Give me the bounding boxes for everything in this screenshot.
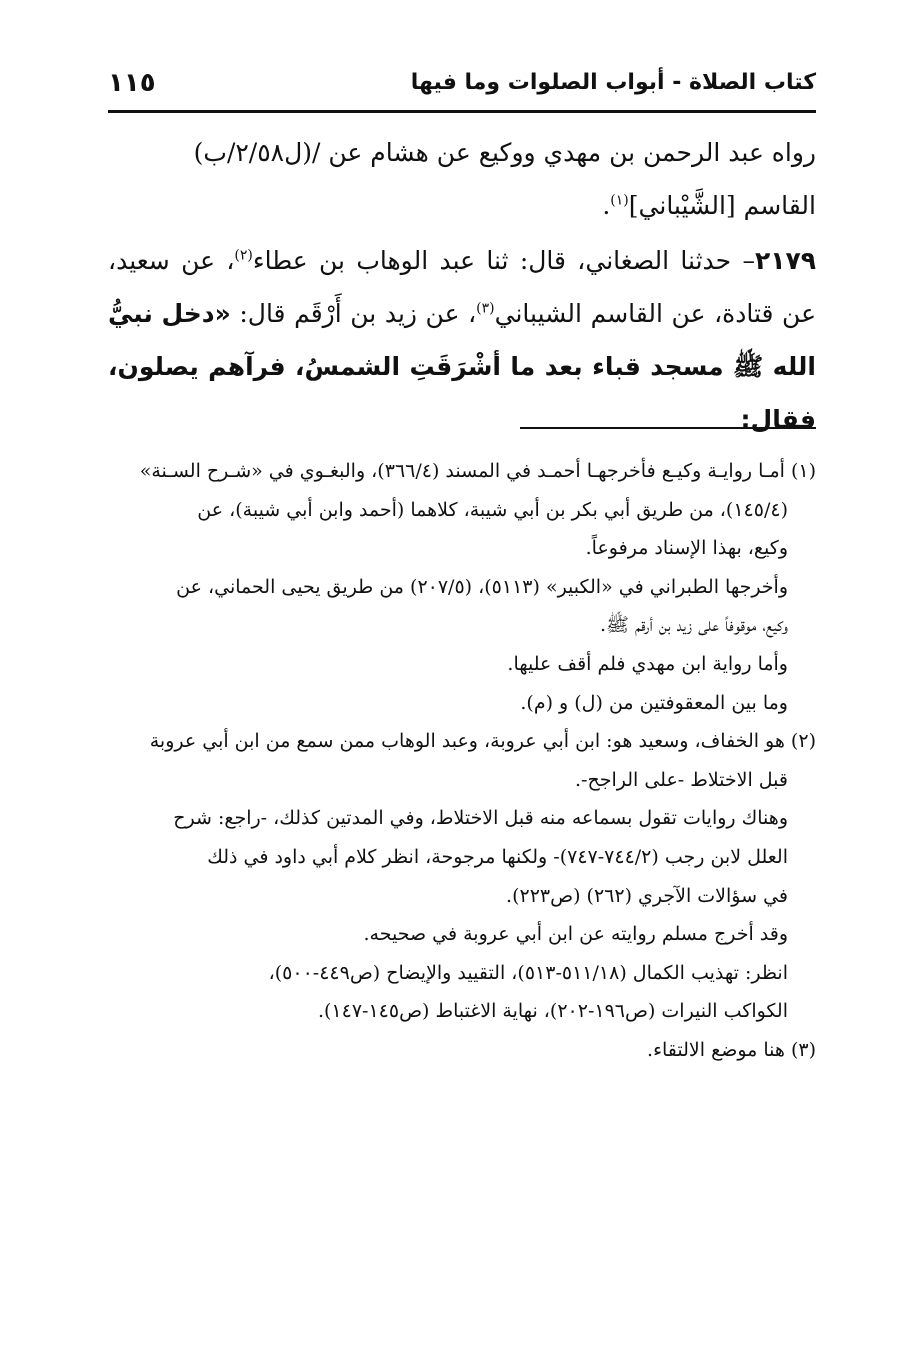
running-title: كتاب الصلاة - أبواب الصلوات وما فيها xyxy=(410,70,816,95)
footnote-line: وما بين المعقوفتين من (ل) و (م). xyxy=(520,691,788,714)
footnote-line: وأما رواية ابن مهدي فلم أقف عليها. xyxy=(507,652,788,675)
footnote-line: وأخرجها الطبراني في «الكبير» (٥١١٣)، (٢٠٧/٥) من طريق يحيى الحماني، عن xyxy=(176,575,788,598)
header-rule xyxy=(108,110,816,113)
footnote-line: وكيع، بهذا الإسناد مرفوعاً. xyxy=(585,537,788,560)
footnote-line: العلل لابن رجب (٧٤٤/٢-٧٤٧)- ولكنها مرجوحة، انظر كلام أبي داود في ذلك xyxy=(207,845,788,868)
footnote-line: وهناك روايات تقول بسماعه منه قبل الاختلاط، وفي المدتين كذلك، -راجع: شرح xyxy=(173,807,788,830)
hadith-text: نبيُّ الله ﷺ مسجد قباء بعد ما أشْرَقَتِ الشمسُ، فرآهم يصلون، فقال: xyxy=(108,299,816,434)
footnote-separator xyxy=(520,427,816,429)
footnote-line: (١) أمـا روايـة وكيـع فأخرجهـا أحمـد في المسند (٣٦٦/٤)، والبغـوي في «شـرح السـنة» xyxy=(139,460,816,482)
footnote-line: (١٤٥/٤)، من طريق أبي بكر بن أبي شيبة، كلاهما (أحمد وابن أبي شيبة)، عن xyxy=(197,498,788,521)
text-line: القاسم [الشَّيْباني]$^{(١)}$. xyxy=(602,191,816,220)
footnote-line: قبل الاختلاط -على الراجح-. xyxy=(574,768,788,791)
footnote-line: الكواكب النيرات (ص١٩٦-٢٠٢)، نهاية الاغتباط (ص١٤٥-١٤٧). xyxy=(317,1000,788,1023)
hadith-number: ٢١٧٩ xyxy=(754,246,816,275)
footnotes xyxy=(104,452,816,1070)
footnote-line: في سؤالات الآجري (٢٦٢) (ص٢٢٣). xyxy=(506,884,788,907)
footnote-ref: (١) xyxy=(610,192,629,209)
hadith-paragraph: ٢١٧٩– حدثنا الصغاني، قال: ثنا عبد الوهاب بن عطاء$^{(٢)}$، عن سعيد، عن قتادة، عن القاسم الشيباني$^{(٣)}$، عن زيد بن أَرْقَم قال: «دخل نبيُّ الله ﷺ مسجد قباء بعد ما أشْرَقَتِ الشمسُ، فرآهم يصلون، فقال: xyxy=(108,246,817,434)
footnote-line: انظر: تهذيب الكمال (٥١١/١٨-٥١٣)، التقييد والإيضاح (ص٤٤٩-٥٠٠)، xyxy=(268,961,788,984)
footnote-ref: (٣) xyxy=(476,300,495,317)
footnote-line: وكيع، موقوفاً على زيد بن أرقم ﷺ. xyxy=(600,614,788,637)
page-header xyxy=(108,68,816,108)
main-text xyxy=(108,126,816,446)
footnote-line: (٣) هنا موضع الالتقاء. xyxy=(647,1038,816,1061)
hadith-text: «دخل xyxy=(161,299,231,328)
footnote-ref: (٢) xyxy=(234,247,253,264)
text-line: رواه عبد الرحمن بن مهدي ووكيع عن هشام عن /(ل٢/٥٨/ب) xyxy=(193,138,816,167)
page-number: ١١٥ xyxy=(108,68,156,98)
footnote-line: وقد أخرج مسلم روايته عن ابن أبي عروبة في صحيحه. xyxy=(363,923,788,946)
footnote-line: (٢) هو الخفاف، وسعيد هو: ابن أبي عروبة، وعبد الوهاب ممن سمع من ابن أبي عروبة xyxy=(149,730,816,753)
